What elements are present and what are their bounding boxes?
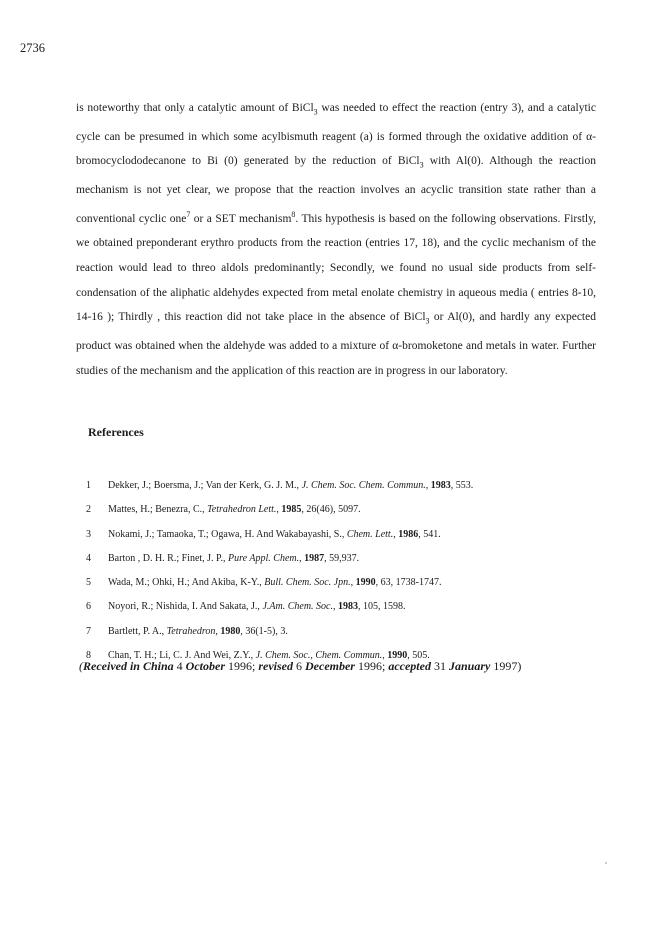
reference-number: 5	[86, 577, 91, 589]
reference-item	[86, 474, 586, 498]
reference-item	[86, 595, 586, 619]
reference-text: Nokami, J.; Tamaoka, T.; Ogawa, H. And Wakabayashi, S., Chem. Lett., 1986, 541.	[108, 528, 441, 540]
reference-number: 8	[86, 650, 91, 662]
reference-text: Wada, M.; Ohki, H.; And Akiba, K-Y., Bull. Chem. Soc. Jpn., 1990, 63, 1738-1747.	[108, 577, 442, 589]
scan-speck	[605, 862, 607, 864]
reference-text: Dekker, J.; Boersma, J.; Van der Kerk, G. J. M., J. Chem. Soc. Chem. Commun., 1983, 553.	[108, 480, 474, 491]
reference-number: 2	[86, 504, 91, 516]
references-heading: References	[88, 425, 144, 439]
reference-text: Bartlett, P. A., Tetrahedron, 1980, 36(1-5), 3.	[108, 625, 288, 637]
reference-item	[86, 523, 586, 547]
reference-number: 6	[86, 601, 91, 613]
reference-text: Mattes, H.; Benezra, C., Tetrahedron Lett., 1985, 26(46), 5097.	[108, 504, 361, 516]
reference-list	[86, 474, 586, 668]
reference-item	[86, 547, 586, 571]
reference-number: 3	[86, 528, 91, 540]
reference-number: 4	[86, 552, 91, 564]
reference-number: 1	[86, 480, 91, 491]
reference-item	[86, 571, 586, 595]
reference-number: 7	[86, 625, 91, 637]
reference-item	[86, 498, 586, 522]
reference-text: Barton , D. H. R.; Finet, J. P., Pure Appl. Chem., 1987, 59,937.	[108, 552, 360, 564]
body-paragraph: is noteworthy that only a catalytic amount of BiCl$_3$ was needed to effect the reaction (entry 3), and a catalytic cycle can be presumed in which some acylbismuth reagent (a) is formed through the oxidative addition of α-bromocyclododecanone to Bi (0) generated by the reduction of BiCl$_3$ with Al(0). Although the reaction mechanism is not yet clear, we propose that the reaction involves an acyclic transition state rather than a conventional cyclic one$^7$ or a SET mechanism$^8$. This hypothesis is based on the following observations. Firstly, we obtained preponderant erythro products from the reaction (entries 17, 18), and the cyclic mechanism of the reaction would lead to threo aldols predominantly; Secondly, we found no usual side products from self-condensation of the aliphatic aldehydes expected from metal enolate chemistry in aqueous media ( entries 8-10, 14-16 ); Thirdly , this reaction did not take place in the absence of BiCl$_3$ or Al(0), and hardly any expected product was obtained when the aldehyde was added to a mixture of α-bromoketone and metals in water. Further studies of the mechanism and the application of this reaction are in progress in our laboratory.	[76, 102, 596, 377]
page-number: 2736	[20, 41, 45, 55]
reference-text: Chan, T. H.; Li, C. J. And Wei, Z.Y., J. Chem. Soc., Chem. Commun., 1990, 505.	[108, 650, 430, 662]
received-dates-line: (Received in China 4 October 1996; revised 6 December 1996; accepted 31 January 1997)	[79, 659, 522, 673]
reference-item	[86, 620, 586, 644]
reference-text: Noyori, R.; Nishida, I. And Sakata, J., J.Am. Chem. Soc., 1983, 105, 1598.	[108, 601, 406, 613]
